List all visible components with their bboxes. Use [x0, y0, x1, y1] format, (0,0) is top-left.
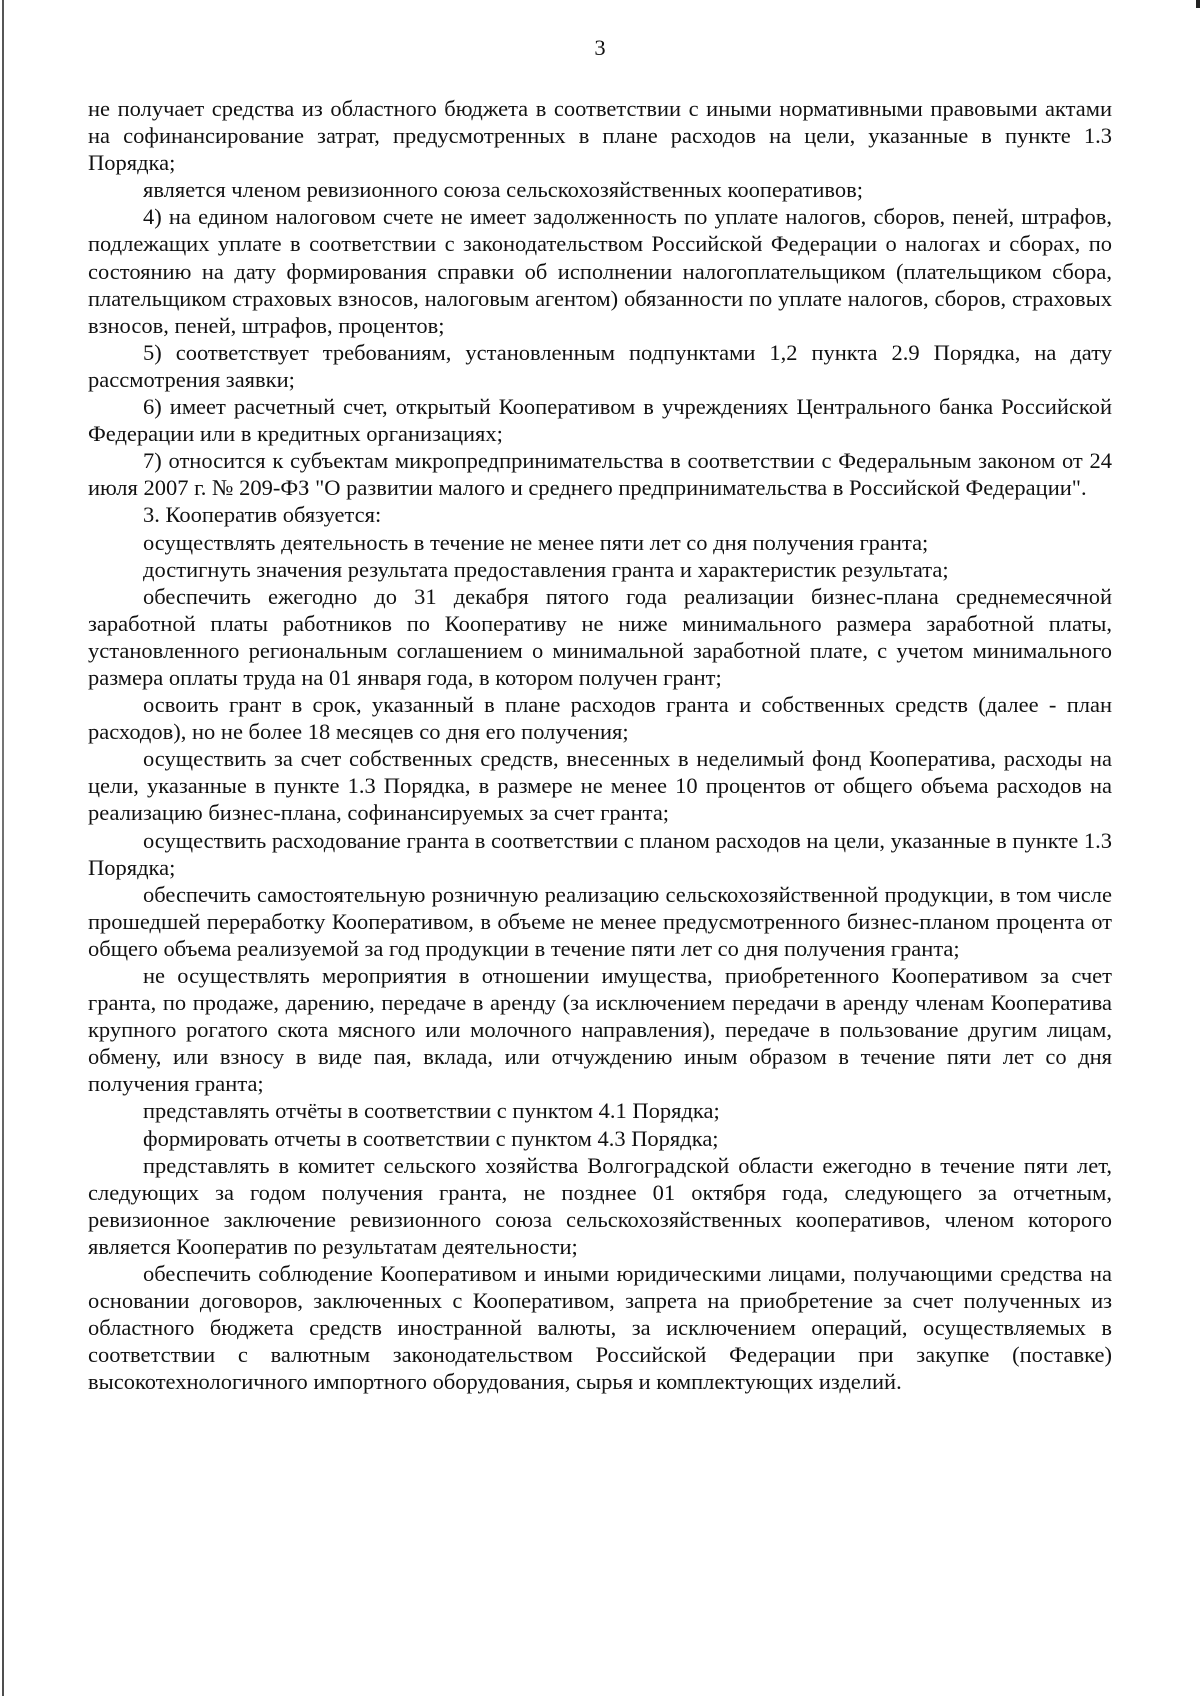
paragraph: обеспечить соблюдение Кооперативом и иными юридическими лицами, получающими средства на основании договоров, заключенных с Кооперативом, запрета на приобретение за счет полученных из областного бюджета средств иностранной валюты, за исключением операций, осуществляемых в соответствии с валютным законодательством Российской Федерации при закупке (поставке) высокотехнологичного импортного оборудования, сырья и комплектующих изделий.	[88, 1261, 1112, 1395]
paragraph: 6) имеет расчетный счет, открытый Кооперативом в учреждениях Центрального банка Российской Федерации или в кредитных организациях;	[88, 394, 1112, 447]
paragraph: формировать отчеты в соответствии с пунктом 4.3 Порядка;	[143, 1125, 719, 1151]
paragraph: не осуществлять мероприятия в отношении имущества, приобретенного Кооперативом за счет гранта, по продаже, дарению, передаче в аренду (за исключением передачи в аренду членам Кооператива крупного рогатого скота мясного или молочного направления), передаче в пользование другим лицам, обмену, или взносу в виде пая, вклада, или отчуждению иным образом в течение пяти лет со дня получения гранта;	[88, 963, 1112, 1097]
paragraph: представлять в комитет сельского хозяйства Волгоградской области ежегодно в течение пяти лет, следующих за годом получения гранта, не позднее 01 октября года, следующего за отчетным, ревизионное заключение ревизионного союза сельскохозяйственных кооперативов, членом которого является Кооператив по результатам деятельности;	[88, 1152, 1112, 1259]
paragraph: представлять отчёты в соответствии с пунктом 4.1 Порядка;	[143, 1098, 720, 1124]
document-body	[88, 95, 1112, 1396]
paragraph: 7) относится к субъектам микропредпринимательства в соответствии с Федеральным законом от 24 июля 2007 г. № 209-ФЗ "О развитии малого и среднего предпринимательства в Российской Федерации".	[88, 448, 1112, 501]
section-heading: 3. Кооператив обязуется:	[143, 502, 382, 528]
paragraph: обеспечить ежегодно до 31 декабря пятого года реализации бизнес-плана среднемесячной заработной платы работников по Кооперативу не ниже минимального размера заработной платы, установленного региональным соглашением о минимальной заработной плате, с учетом минимального размера оплаты труда на 01 января года, в котором получен грант;	[88, 583, 1112, 690]
paragraph: достигнуть значения результата предоставления гранта и характеристик результата;	[143, 556, 949, 582]
paragraph: осуществлять деятельность в течение не менее пяти лет со дня получения гранта;	[143, 529, 929, 555]
paragraph: осуществить расходование гранта в соответствии с планом расходов на цели, указанные в пункте 1.3 Порядка;	[88, 827, 1112, 880]
paragraph: является членом ревизионного союза сельскохозяйственных кооперативов;	[143, 177, 863, 203]
paragraph: освоить грант в срок, указанный в плане расходов гранта и собственных средств (далее - план расходов), но не более 18 месяцев со дня его получения;	[88, 692, 1112, 745]
paragraph: обеспечить самостоятельную розничную реализацию сельскохозяйственной продукции, в том числе прошедшей переработку Кооперативом, в объеме не менее предусмотренного бизнес-планом процента от общего объема реализуемой за год продукции в течение пяти лет со дня получения гранта;	[88, 881, 1112, 961]
paragraph: осуществить за счет собственных средств, внесенных в неделимый фонд Кооператива, расходы на цели, указанные в пункте 1.3 Порядка, в размере не менее 10 процентов от общего объема расходов на реализацию бизнес-плана, софинансируемых за счет гранта;	[88, 746, 1112, 826]
paragraph: 5) соответствует требованиям, установленным подпунктами 1,2 пункта 2.9 Порядка, на дату рассмотрения заявки;	[88, 339, 1112, 392]
paragraph-continuation: не получает средства из областного бюджета в соответствии с иными нормативными правовыми актами на софинансирование затрат, предусмотренных в плане расходов на цели, указанные в пункте 1.3 Порядка;	[88, 96, 1112, 176]
paragraph: 4) на едином налоговом счете не имеет задолженность по уплате налогов, сборов, пеней, штрафов, подлежащих уплате в соответствии с законодательством Российской Федерации о налогах и сборах, по состоянию на дату формирования справки об исполнении налогоплательщиком (плательщиком сбора, плательщиком страховых взносов, налоговым агентом) обязанности по уплате налогов, сборов, страховых взносов, пеней, штрафов, процентов;	[88, 204, 1112, 338]
scan-edge-right	[1196, 0, 1200, 8]
page-number: 3	[594, 35, 606, 60]
scan-edge-left	[2, 0, 4, 1696]
